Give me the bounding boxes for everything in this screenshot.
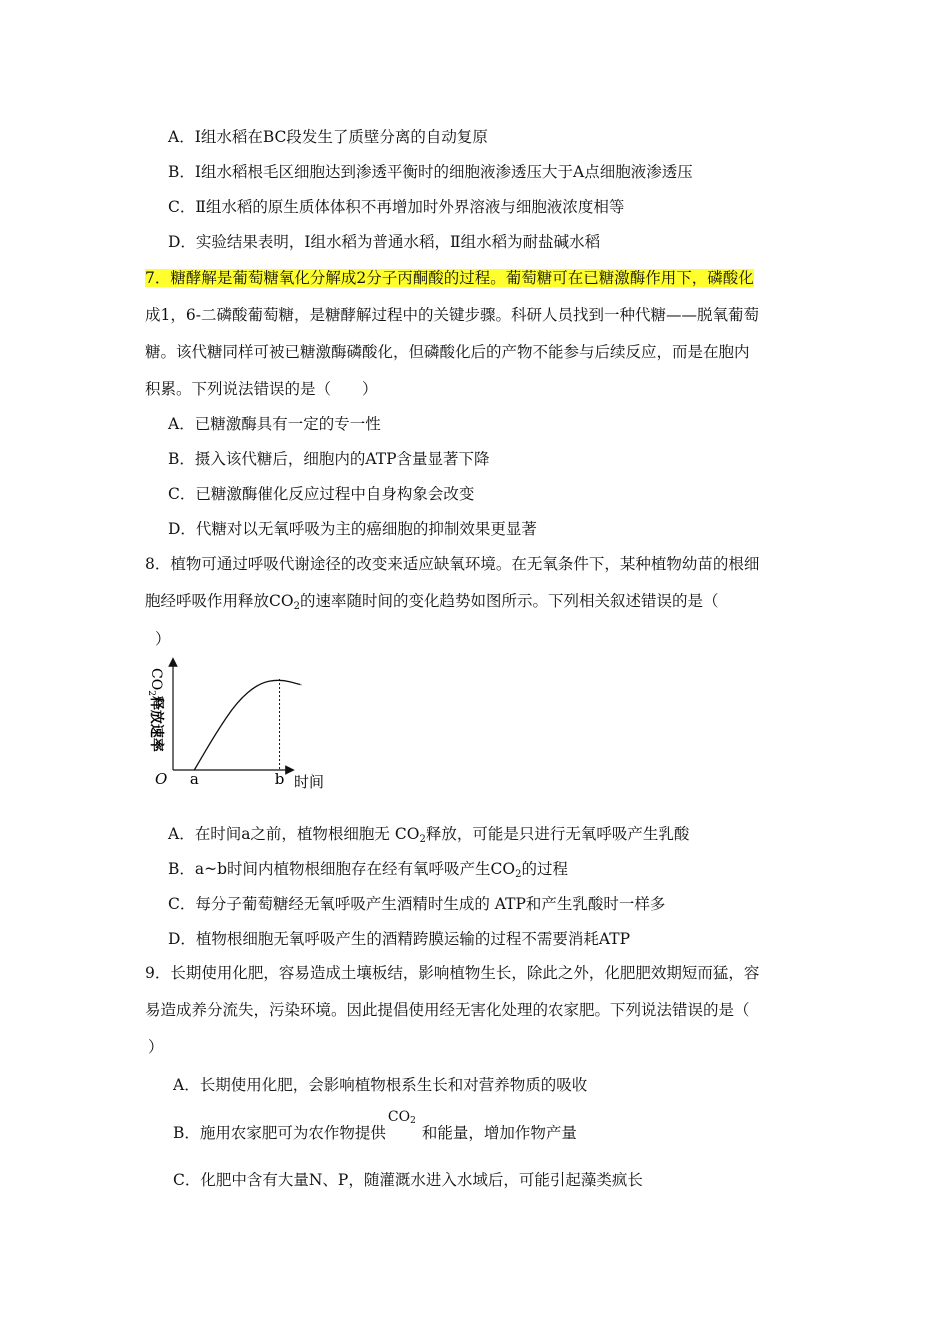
q8-option-a-sub: 2 [419,834,426,845]
q9-co2-sub: 2 [410,1116,416,1126]
q7-option-d: D．代糖对以无氧呼吸为主的癌细胞的抑制效果更显著 [168,520,537,538]
q8-option-b-sub: 2 [515,869,522,880]
q9-co2-text: CO [387,1109,411,1125]
q9-option-a: A．长期使用化肥，会影响植物根系生长和对营养物质的吸收 [173,1076,588,1094]
q8-stem-text-rest: 的速率随时间的变化趋势如图所示。下列相关叙述错误的是（ [299,592,719,610]
q9-stem-line-2: 易造成养分流失，污染环境。因此提倡使用经无害化处理的农家肥。下列说法错误的是（ [145,1001,750,1019]
q8-option-c: C．每分子葡萄糖经无氧呼吸产生酒精时生成的 ATP和产生乳酸时一样多 [168,895,666,913]
x-tick-label-b: b [274,770,285,788]
y-label-co: CO [148,668,164,691]
q6-option-c: C．Ⅱ组水稻的原生质体体积不再增加时外界溶液与细胞液浓度相等 [168,198,625,216]
q7-option-a: A．已糖激酶具有一定的专一性 [168,415,381,433]
y-label-sub: 2 [146,690,156,696]
q6-option-d: D．实验结果表明，Ⅰ组水稻为普通水稻，Ⅱ组水稻为耐盐碱水稻 [168,233,601,251]
origin-label: O [155,770,168,788]
x-tick-label-a: a [189,770,199,788]
q8-option-b-text: B．a~b时间内植物根细胞存在经有氧呼吸产生CO [168,860,516,878]
q9-stem-line-3: ） [148,1038,164,1056]
q7-stem-line-1 [145,267,754,289]
q8-option-a-rest: 释放，可能是只进行无氧呼吸产生乳酸 [425,825,690,843]
q8-subscript: 2 [293,601,300,612]
svg-text:CO2释放速率 [146,668,165,752]
q7-option-c: C．已糖激酶催化反应过程中自身构象会改变 [168,485,475,503]
q7-stem-line-3: 糖。该代糖同样可被已糖激酶磷酸化，但磷酸化后的产物不能参与后续反应，而是在胞内 [145,343,750,361]
q8-option-d: D．植物根细胞无氧呼吸产生的酒精跨膜运输的过程不需要消耗ATP [168,930,631,948]
y-label-rest: 释放速率 [148,695,164,752]
q8-option-b-rest: 的过程 [521,860,568,878]
q6-option-b: B．Ⅰ组水稻根毛区细胞达到渗透平衡时的细胞液渗透压大于A点细胞液渗透压 [168,163,693,181]
q9-stem-line-1: 9．长期使用化肥，容易造成土壤板结，影响植物生长，除此之外，化肥肥效期短而猛，容 [145,964,760,982]
q7-stem-line-2: 成1，6-二磷酸葡萄糖，是糖酵解过程中的关键步骤。科研人员找到一种代糖——脱氧葡萄 [145,306,759,324]
co2-release-chart [140,652,340,798]
x-axis-label: 时间 [294,773,325,791]
q8-stem-text: 胞经呼吸作用释放CO [145,592,294,610]
q8-stem-line-1: 8．植物可通过呼吸代谢途径的改变来适应缺氧环境。在无氧条件下，某种植物幼苗的根细 [145,555,760,573]
q7-highlight: 7．糖酵解是葡萄糖氧化分解成2分子丙酮酸的过程。葡萄糖可在已糖激酶作用下，磷酸化 [145,269,754,287]
q6-option-a: A．Ⅰ组水稻在BC段发生了质壁分离的自动复原 [168,128,488,146]
co2-rate-curve [194,680,301,770]
q8-option-a [168,823,689,845]
q8-option-a-text: A．在时间a之前，植物根细胞无 CO [168,825,420,843]
q8-option-b [168,858,568,880]
q9-option-b-rest: 和能量，增加作物产量 [421,1124,577,1142]
q9-option-b [173,1109,577,1144]
q9-option-b-text: B．施用农家肥可为农作物提供 [173,1124,386,1142]
q7-option-b: B．摄入该代糖后，细胞内的ATP含量显著下降 [168,450,490,468]
q8-stem-line-2 [145,590,718,612]
q7-stem-line-4: 积累。下列说法错误的是（ ） [145,380,378,398]
y-axis-label [146,668,165,752]
q8-stem-line-3: ） [155,630,171,648]
q9-co2-formula [386,1109,422,1144]
q9-option-c: C．化肥中含有大量N、P，随灌溉水进入水域后，可能引起藻类疯长 [173,1171,643,1189]
